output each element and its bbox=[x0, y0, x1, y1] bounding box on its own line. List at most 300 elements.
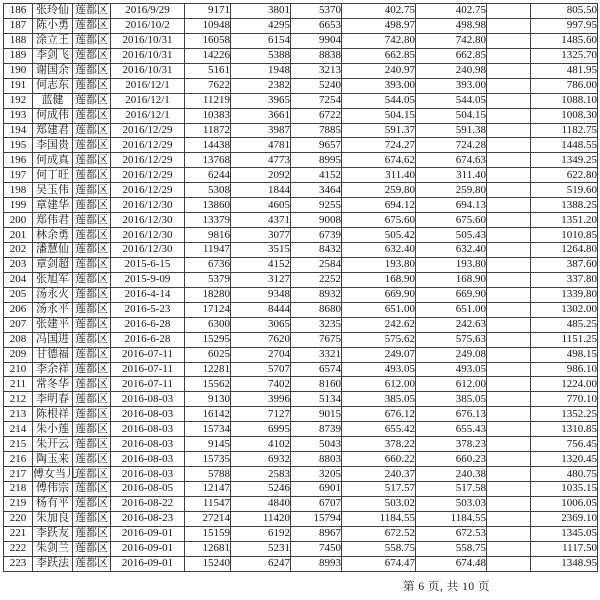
cell-value3: 8995 bbox=[291, 153, 342, 168]
cell-empty bbox=[487, 302, 531, 317]
cell-value5: 517.58 bbox=[416, 482, 487, 497]
cell-value5: 505.43 bbox=[416, 228, 487, 243]
cell-total: 481.95 bbox=[531, 63, 598, 78]
cell-value5: 1184.55 bbox=[416, 511, 487, 526]
cell-empty bbox=[487, 243, 531, 258]
cell-district: 莲都区 bbox=[73, 377, 111, 392]
cell-date: 2016-09-01 bbox=[111, 541, 185, 556]
table-row bbox=[4, 272, 598, 287]
table-row bbox=[4, 48, 598, 63]
cell-value1: 10383 bbox=[185, 108, 231, 123]
cell-empty bbox=[487, 213, 531, 228]
cell-row_no: 205 bbox=[4, 287, 33, 302]
cell-value5: 558.75 bbox=[416, 541, 487, 556]
cell-value5: 632.40 bbox=[416, 243, 487, 258]
cell-total: 1010.85 bbox=[531, 228, 598, 243]
cell-district: 莲都区 bbox=[73, 302, 111, 317]
cell-total: 1264.80 bbox=[531, 243, 598, 258]
cell-value5: 674.48 bbox=[416, 556, 487, 571]
cell-value5: 402.75 bbox=[416, 4, 487, 19]
table-row bbox=[4, 452, 598, 467]
cell-date: 2016/12/29 bbox=[111, 153, 185, 168]
cell-name: 谢国余 bbox=[33, 63, 73, 78]
cell-date: 2016/12/30 bbox=[111, 243, 185, 258]
cell-value3: 9904 bbox=[291, 33, 342, 48]
cell-name: 张建平 bbox=[33, 317, 73, 332]
cell-value2: 3801 bbox=[231, 4, 291, 19]
cell-value1: 5788 bbox=[185, 467, 231, 482]
table-row bbox=[4, 228, 598, 243]
cell-total: 1448.55 bbox=[531, 138, 598, 153]
cell-total: 986.10 bbox=[531, 362, 598, 377]
cell-district: 莲都区 bbox=[73, 362, 111, 377]
cell-value5: 672.53 bbox=[416, 526, 487, 541]
cell-value5: 493.05 bbox=[416, 362, 487, 377]
cell-value4: 674.62 bbox=[342, 153, 416, 168]
cell-value3: 5240 bbox=[291, 78, 342, 93]
cell-empty bbox=[487, 467, 531, 482]
cell-value2: 3965 bbox=[231, 93, 291, 108]
cell-value3: 7675 bbox=[291, 332, 342, 347]
cell-value4: 240.37 bbox=[342, 467, 416, 482]
cell-name: 何成伟 bbox=[33, 108, 73, 123]
cell-date: 2016-08-03 bbox=[111, 392, 185, 407]
cell-name: 陶玉来 bbox=[33, 452, 73, 467]
table-row bbox=[4, 108, 598, 123]
cell-empty bbox=[487, 257, 531, 272]
cell-district: 莲都区 bbox=[73, 213, 111, 228]
cell-value5: 662.85 bbox=[416, 48, 487, 63]
cell-name: 涂立王 bbox=[33, 33, 73, 48]
cell-value4: 662.85 bbox=[342, 48, 416, 63]
cell-value2: 6192 bbox=[231, 526, 291, 541]
cell-date: 2016/12/30 bbox=[111, 228, 185, 243]
cell-value1: 6025 bbox=[185, 347, 231, 362]
cell-row_no: 186 bbox=[4, 4, 33, 19]
cell-district: 莲都区 bbox=[73, 272, 111, 287]
cell-value5: 385.05 bbox=[416, 392, 487, 407]
cell-total: 756.45 bbox=[531, 437, 598, 452]
cell-value2: 9348 bbox=[231, 287, 291, 302]
cell-total: 1035.15 bbox=[531, 482, 598, 497]
cell-value4: 544.05 bbox=[342, 93, 416, 108]
cell-row_no: 210 bbox=[4, 362, 33, 377]
cell-date: 2016/12/30 bbox=[111, 198, 185, 213]
cell-value5: 694.13 bbox=[416, 198, 487, 213]
cell-empty bbox=[487, 511, 531, 526]
cell-value5: 674.63 bbox=[416, 153, 487, 168]
table-row bbox=[4, 347, 598, 362]
cell-value2: 2583 bbox=[231, 467, 291, 482]
cell-value5: 591.38 bbox=[416, 123, 487, 138]
table-row bbox=[4, 93, 598, 108]
cell-empty bbox=[487, 93, 531, 108]
cell-empty bbox=[487, 526, 531, 541]
cell-district: 莲都区 bbox=[73, 332, 111, 347]
cell-value3: 9008 bbox=[291, 213, 342, 228]
cell-date: 2016/12/1 bbox=[111, 78, 185, 93]
cell-value3: 8739 bbox=[291, 422, 342, 437]
table-row bbox=[4, 541, 598, 556]
cell-value5: 249.08 bbox=[416, 347, 487, 362]
table-row bbox=[4, 168, 598, 183]
cell-value3: 6653 bbox=[291, 18, 342, 33]
cell-value1: 16142 bbox=[185, 407, 231, 422]
cell-value1: 11872 bbox=[185, 123, 231, 138]
cell-district: 莲都区 bbox=[73, 556, 111, 571]
cell-value3: 8932 bbox=[291, 287, 342, 302]
cell-value2: 5388 bbox=[231, 48, 291, 63]
cell-value4: 694.12 bbox=[342, 198, 416, 213]
cell-value5: 612.00 bbox=[416, 377, 487, 392]
records-table bbox=[3, 3, 598, 572]
cell-value2: 2704 bbox=[231, 347, 291, 362]
cell-value1: 14438 bbox=[185, 138, 231, 153]
cell-empty bbox=[487, 63, 531, 78]
cell-district: 莲都区 bbox=[73, 496, 111, 511]
cell-name: 常冬华 bbox=[33, 377, 73, 392]
cell-value4: 249.07 bbox=[342, 347, 416, 362]
cell-name: 陈小勇 bbox=[33, 18, 73, 33]
cell-district: 莲都区 bbox=[73, 78, 111, 93]
cell-value1: 12147 bbox=[185, 482, 231, 497]
page-footer: 第 6 页, 共 10 页 bbox=[403, 581, 490, 593]
cell-value1: 7622 bbox=[185, 78, 231, 93]
cell-value2: 4295 bbox=[231, 18, 291, 33]
cell-row_no: 209 bbox=[4, 347, 33, 362]
cell-row_no: 211 bbox=[4, 377, 33, 392]
cell-row_no: 194 bbox=[4, 123, 33, 138]
cell-total: 1351.20 bbox=[531, 213, 598, 228]
cell-total: 1224.00 bbox=[531, 377, 598, 392]
cell-total: 1310.85 bbox=[531, 422, 598, 437]
cell-value5: 504.15 bbox=[416, 108, 487, 123]
cell-value2: 7620 bbox=[231, 332, 291, 347]
cell-date: 2016-4-14 bbox=[111, 287, 185, 302]
cell-total: 1349.25 bbox=[531, 153, 598, 168]
cell-value1: 18280 bbox=[185, 287, 231, 302]
cell-value1: 11547 bbox=[185, 496, 231, 511]
cell-row_no: 206 bbox=[4, 302, 33, 317]
cell-empty bbox=[487, 496, 531, 511]
cell-total: 498.15 bbox=[531, 347, 598, 362]
cell-date: 2016-08-03 bbox=[111, 467, 185, 482]
cell-value3: 8838 bbox=[291, 48, 342, 63]
cell-value3: 4152 bbox=[291, 168, 342, 183]
cell-value1: 6736 bbox=[185, 257, 231, 272]
cell-row_no: 198 bbox=[4, 183, 33, 198]
cell-value3: 8993 bbox=[291, 556, 342, 571]
cell-value5: 742.80 bbox=[416, 33, 487, 48]
cell-row_no: 220 bbox=[4, 511, 33, 526]
cell-total: 805.50 bbox=[531, 4, 598, 19]
cell-row_no: 199 bbox=[4, 198, 33, 213]
cell-date: 2016-07-11 bbox=[111, 347, 185, 362]
cell-row_no: 213 bbox=[4, 407, 33, 422]
cell-value2: 6932 bbox=[231, 452, 291, 467]
cell-date: 2016/12/29 bbox=[111, 168, 185, 183]
cell-date: 2016-07-11 bbox=[111, 377, 185, 392]
cell-row_no: 218 bbox=[4, 482, 33, 497]
cell-district: 莲都区 bbox=[73, 452, 111, 467]
table-row bbox=[4, 198, 598, 213]
cell-value4: 655.42 bbox=[342, 422, 416, 437]
cell-value4: 558.75 bbox=[342, 541, 416, 556]
cell-value1: 17124 bbox=[185, 302, 231, 317]
cell-date: 2016/9/29 bbox=[111, 4, 185, 19]
cell-value4: 742.80 bbox=[342, 33, 416, 48]
table-row bbox=[4, 153, 598, 168]
cell-value3: 5043 bbox=[291, 437, 342, 452]
cell-value1: 13379 bbox=[185, 213, 231, 228]
cell-value2: 3661 bbox=[231, 108, 291, 123]
cell-date: 2016-08-05 bbox=[111, 482, 185, 497]
cell-row_no: 223 bbox=[4, 556, 33, 571]
cell-value4: 393.00 bbox=[342, 78, 416, 93]
cell-date: 2016/12/29 bbox=[111, 138, 185, 153]
cell-district: 莲都区 bbox=[73, 4, 111, 19]
cell-row_no: 189 bbox=[4, 48, 33, 63]
cell-value3: 6739 bbox=[291, 228, 342, 243]
cell-value5: 676.13 bbox=[416, 407, 487, 422]
cell-value3: 5370 bbox=[291, 4, 342, 19]
cell-value2: 8444 bbox=[231, 302, 291, 317]
cell-empty bbox=[487, 362, 531, 377]
cell-empty bbox=[487, 422, 531, 437]
cell-value5: 503.03 bbox=[416, 496, 487, 511]
cell-value4: 385.05 bbox=[342, 392, 416, 407]
table-row bbox=[4, 482, 598, 497]
cell-row_no: 201 bbox=[4, 228, 33, 243]
cell-value4: 669.90 bbox=[342, 287, 416, 302]
cell-district: 莲都区 bbox=[73, 437, 111, 452]
cell-empty bbox=[487, 541, 531, 556]
cell-row_no: 207 bbox=[4, 317, 33, 332]
cell-value2: 4102 bbox=[231, 437, 291, 452]
cell-value4: 517.57 bbox=[342, 482, 416, 497]
cell-row_no: 214 bbox=[4, 422, 33, 437]
cell-value1: 15295 bbox=[185, 332, 231, 347]
cell-row_no: 190 bbox=[4, 63, 33, 78]
cell-row_no: 187 bbox=[4, 18, 33, 33]
cell-date: 2016-08-03 bbox=[111, 422, 185, 437]
cell-name: 潘慧仙 bbox=[33, 243, 73, 258]
cell-row_no: 217 bbox=[4, 467, 33, 482]
table-row bbox=[4, 138, 598, 153]
cell-total: 1182.75 bbox=[531, 123, 598, 138]
cell-value3: 9255 bbox=[291, 198, 342, 213]
cell-value4: 242.62 bbox=[342, 317, 416, 332]
table-row bbox=[4, 392, 598, 407]
cell-district: 莲都区 bbox=[73, 511, 111, 526]
cell-value2: 6247 bbox=[231, 556, 291, 571]
cell-date: 2016/12/30 bbox=[111, 213, 185, 228]
cell-empty bbox=[487, 482, 531, 497]
table-row bbox=[4, 18, 598, 33]
cell-row_no: 192 bbox=[4, 93, 33, 108]
cell-value5: 675.60 bbox=[416, 213, 487, 228]
cell-district: 莲都区 bbox=[73, 138, 111, 153]
cell-row_no: 200 bbox=[4, 213, 33, 228]
cell-total: 770.10 bbox=[531, 392, 598, 407]
cell-name: 章剑超 bbox=[33, 257, 73, 272]
cell-district: 莲都区 bbox=[73, 63, 111, 78]
cell-name: 杨有平 bbox=[33, 496, 73, 511]
cell-value4: 675.60 bbox=[342, 213, 416, 228]
cell-value5: 393.00 bbox=[416, 78, 487, 93]
cell-name: 何丁旺 bbox=[33, 168, 73, 183]
cell-date: 2016-08-23 bbox=[111, 511, 185, 526]
cell-row_no: 195 bbox=[4, 138, 33, 153]
cell-value2: 2092 bbox=[231, 168, 291, 183]
cell-value5: 240.38 bbox=[416, 467, 487, 482]
cell-value1: 5379 bbox=[185, 272, 231, 287]
cell-district: 莲都区 bbox=[73, 541, 111, 556]
cell-value3: 6707 bbox=[291, 496, 342, 511]
cell-name: 李余祥 bbox=[33, 362, 73, 377]
cell-date: 2016/12/29 bbox=[111, 183, 185, 198]
cell-name: 章建华 bbox=[33, 198, 73, 213]
cell-name: 蓝健 bbox=[33, 93, 73, 108]
cell-date: 2016-08-03 bbox=[111, 407, 185, 422]
cell-empty bbox=[487, 153, 531, 168]
cell-empty bbox=[487, 4, 531, 19]
cell-empty bbox=[487, 168, 531, 183]
cell-value2: 1948 bbox=[231, 63, 291, 78]
cell-value2: 4605 bbox=[231, 198, 291, 213]
table-row bbox=[4, 213, 598, 228]
cell-district: 莲都区 bbox=[73, 482, 111, 497]
cell-value1: 15734 bbox=[185, 422, 231, 437]
cell-date: 2016-09-01 bbox=[111, 526, 185, 541]
cell-name: 吴玉伟 bbox=[33, 183, 73, 198]
cell-total: 622.80 bbox=[531, 168, 598, 183]
table-row bbox=[4, 257, 598, 272]
cell-value4: 632.40 bbox=[342, 243, 416, 258]
cell-empty bbox=[487, 18, 531, 33]
cell-value5: 240.98 bbox=[416, 63, 487, 78]
cell-total: 997.95 bbox=[531, 18, 598, 33]
cell-empty bbox=[487, 48, 531, 63]
table-row bbox=[4, 526, 598, 541]
cell-date: 2015-9-09 bbox=[111, 272, 185, 287]
table-row bbox=[4, 437, 598, 452]
cell-total: 485.25 bbox=[531, 317, 598, 332]
table-row bbox=[4, 556, 598, 571]
cell-value1: 9171 bbox=[185, 4, 231, 19]
table-row bbox=[4, 183, 598, 198]
cell-value4: 498.97 bbox=[342, 18, 416, 33]
cell-row_no: 219 bbox=[4, 496, 33, 511]
cell-name: 傅伟宗 bbox=[33, 482, 73, 497]
cell-name: 李剑飞 bbox=[33, 48, 73, 63]
cell-value1: 16058 bbox=[185, 33, 231, 48]
table-row bbox=[4, 467, 598, 482]
table-row bbox=[4, 362, 598, 377]
cell-value4: 193.80 bbox=[342, 257, 416, 272]
cell-name: 李跃友 bbox=[33, 526, 73, 541]
cell-value5: 311.40 bbox=[416, 168, 487, 183]
cell-value2: 3077 bbox=[231, 228, 291, 243]
cell-value4: 660.22 bbox=[342, 452, 416, 467]
records-table-body bbox=[4, 4, 598, 572]
cell-empty bbox=[487, 287, 531, 302]
cell-value2: 7402 bbox=[231, 377, 291, 392]
cell-value2: 11420 bbox=[231, 511, 291, 526]
cell-date: 2016-6-28 bbox=[111, 332, 185, 347]
cell-row_no: 202 bbox=[4, 243, 33, 258]
cell-value2: 4152 bbox=[231, 257, 291, 272]
cell-value2: 3996 bbox=[231, 392, 291, 407]
cell-name: 朱小莲 bbox=[33, 422, 73, 437]
cell-date: 2016-6-28 bbox=[111, 317, 185, 332]
cell-value1: 9130 bbox=[185, 392, 231, 407]
cell-value1: 5308 bbox=[185, 183, 231, 198]
cell-date: 2015-6-15 bbox=[111, 257, 185, 272]
cell-value2: 5707 bbox=[231, 362, 291, 377]
cell-district: 莲都区 bbox=[73, 93, 111, 108]
cell-empty bbox=[487, 317, 531, 332]
cell-district: 莲都区 bbox=[73, 123, 111, 138]
cell-district: 莲都区 bbox=[73, 526, 111, 541]
cell-date: 2016/12/1 bbox=[111, 93, 185, 108]
cell-value2: 6154 bbox=[231, 33, 291, 48]
cell-name: 冯国进 bbox=[33, 332, 73, 347]
cell-value5: 259.80 bbox=[416, 183, 487, 198]
cell-value3: 2584 bbox=[291, 257, 342, 272]
cell-district: 莲都区 bbox=[73, 33, 111, 48]
cell-value2: 3515 bbox=[231, 243, 291, 258]
cell-total: 1345.05 bbox=[531, 526, 598, 541]
cell-value4: 378.22 bbox=[342, 437, 416, 452]
cell-value4: 504.15 bbox=[342, 108, 416, 123]
cell-name: 甘德福 bbox=[33, 347, 73, 362]
cell-value5: 498.98 bbox=[416, 18, 487, 33]
cell-value2: 1844 bbox=[231, 183, 291, 198]
cell-value5: 168.90 bbox=[416, 272, 487, 287]
cell-value3: 3205 bbox=[291, 467, 342, 482]
cell-value1: 15735 bbox=[185, 452, 231, 467]
table-row bbox=[4, 4, 598, 19]
cell-total: 1348.95 bbox=[531, 556, 598, 571]
cell-value2: 4840 bbox=[231, 496, 291, 511]
cell-total: 2369.10 bbox=[531, 511, 598, 526]
table-row bbox=[4, 496, 598, 511]
cell-empty bbox=[487, 78, 531, 93]
cell-value3: 8432 bbox=[291, 243, 342, 258]
cell-name: 傅女当儿 bbox=[33, 467, 77, 480]
cell-total: 1008.30 bbox=[531, 108, 598, 123]
cell-value4: 402.75 bbox=[342, 4, 416, 19]
cell-empty bbox=[487, 272, 531, 287]
cell-value1: 11219 bbox=[185, 93, 231, 108]
cell-value3: 9015 bbox=[291, 407, 342, 422]
table-row bbox=[4, 123, 598, 138]
cell-value1: 13860 bbox=[185, 198, 231, 213]
cell-row_no: 193 bbox=[4, 108, 33, 123]
cell-total: 387.60 bbox=[531, 257, 598, 272]
cell-value4: 612.00 bbox=[342, 377, 416, 392]
table-row bbox=[4, 302, 598, 317]
cell-value3: 3464 bbox=[291, 183, 342, 198]
cell-district: 莲都区 bbox=[73, 317, 111, 332]
cell-empty bbox=[487, 556, 531, 571]
cell-name: 张旭军 bbox=[33, 272, 73, 287]
cell-name: 朱剑兰 bbox=[33, 541, 73, 556]
table-row bbox=[4, 422, 598, 437]
cell-value3: 3235 bbox=[291, 317, 342, 332]
cell-district: 莲都区 bbox=[73, 257, 111, 272]
